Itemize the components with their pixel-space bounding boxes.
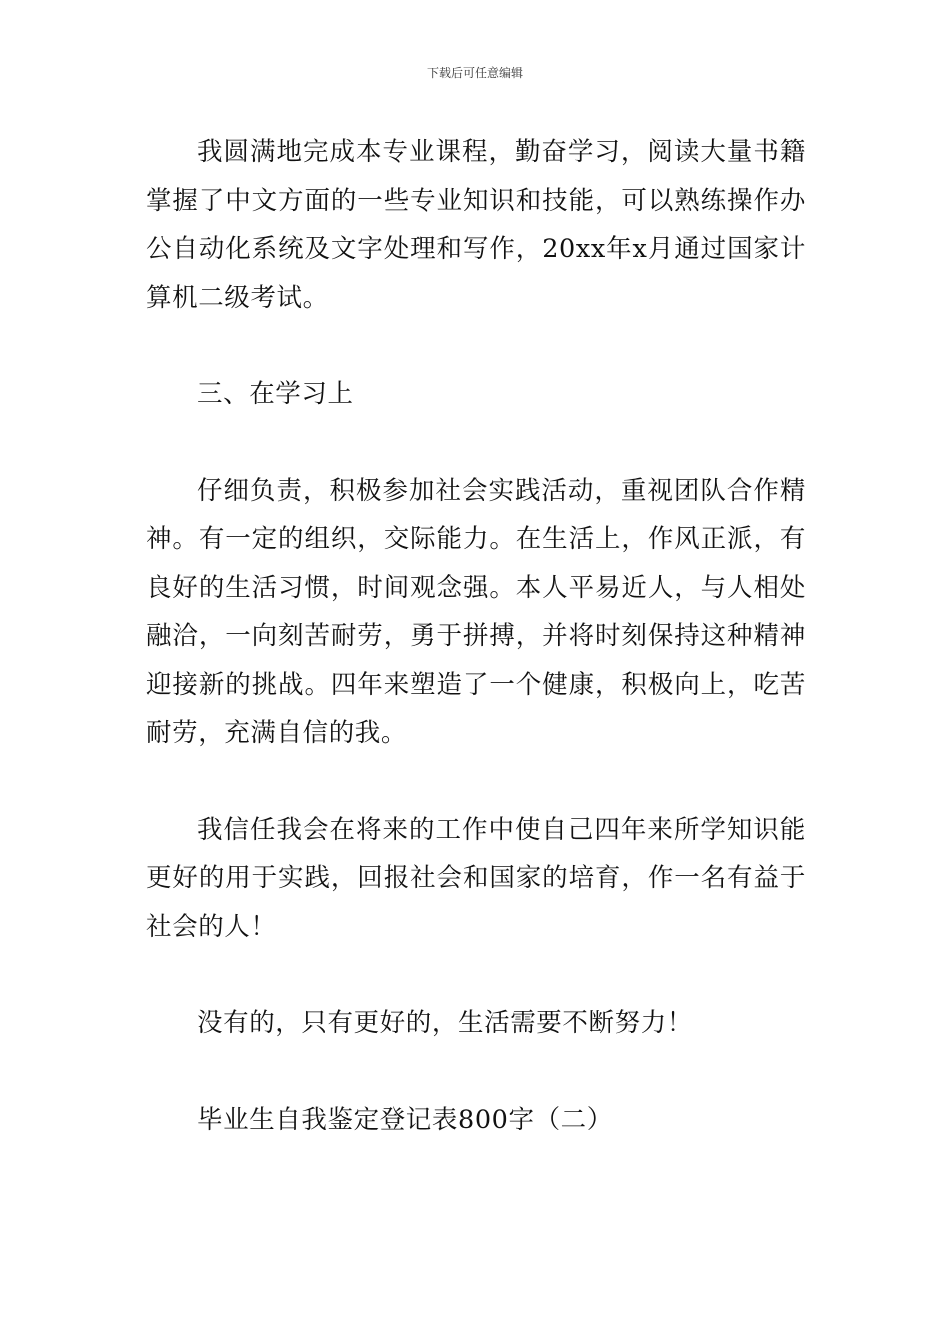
paragraph-study-achievements: 我圆满地完成本专业课程，勤奋学习，阅读大量书籍掌握了中文方面的一些专业知识和技能，可以熟练操作办公自动化系统及文字处理和写作，20xx年x月通过国家计算机二级考试。 [146,137,806,313]
page-header: 下载后可任意编辑 [426,66,523,80]
section-heading-study: 三、在学习上 [197,379,354,409]
document-subtitle: 毕业生自我鉴定登记表800字（二） [197,1104,613,1135]
paragraph-future-work: 我信任我会在将来的工作中使自己四年来所学知识能更好的用于实践，回报社会和国家的培育，作一名有益于社会的人！ [146,814,806,942]
paragraph-motto: 没有的，只有更好的，生活需要不断努力！ [197,1008,693,1038]
paragraph-conduct: 仔细负责，积极参加社会实践活动，重视团队合作精神。有一定的组织，交际能力。在生活上，作风正派，有良好的生活习惯，时间观念强。本人平易近人，与人相处融洽，一向刻苦耐劳，勇于拼搏，并将时刻保持这种精神迎接新的挑战。四年来塑造了一个健康，积极向上，吃苦耐劳，充满自信的我。 [146,475,806,748]
document-body [146,128,806,1144]
